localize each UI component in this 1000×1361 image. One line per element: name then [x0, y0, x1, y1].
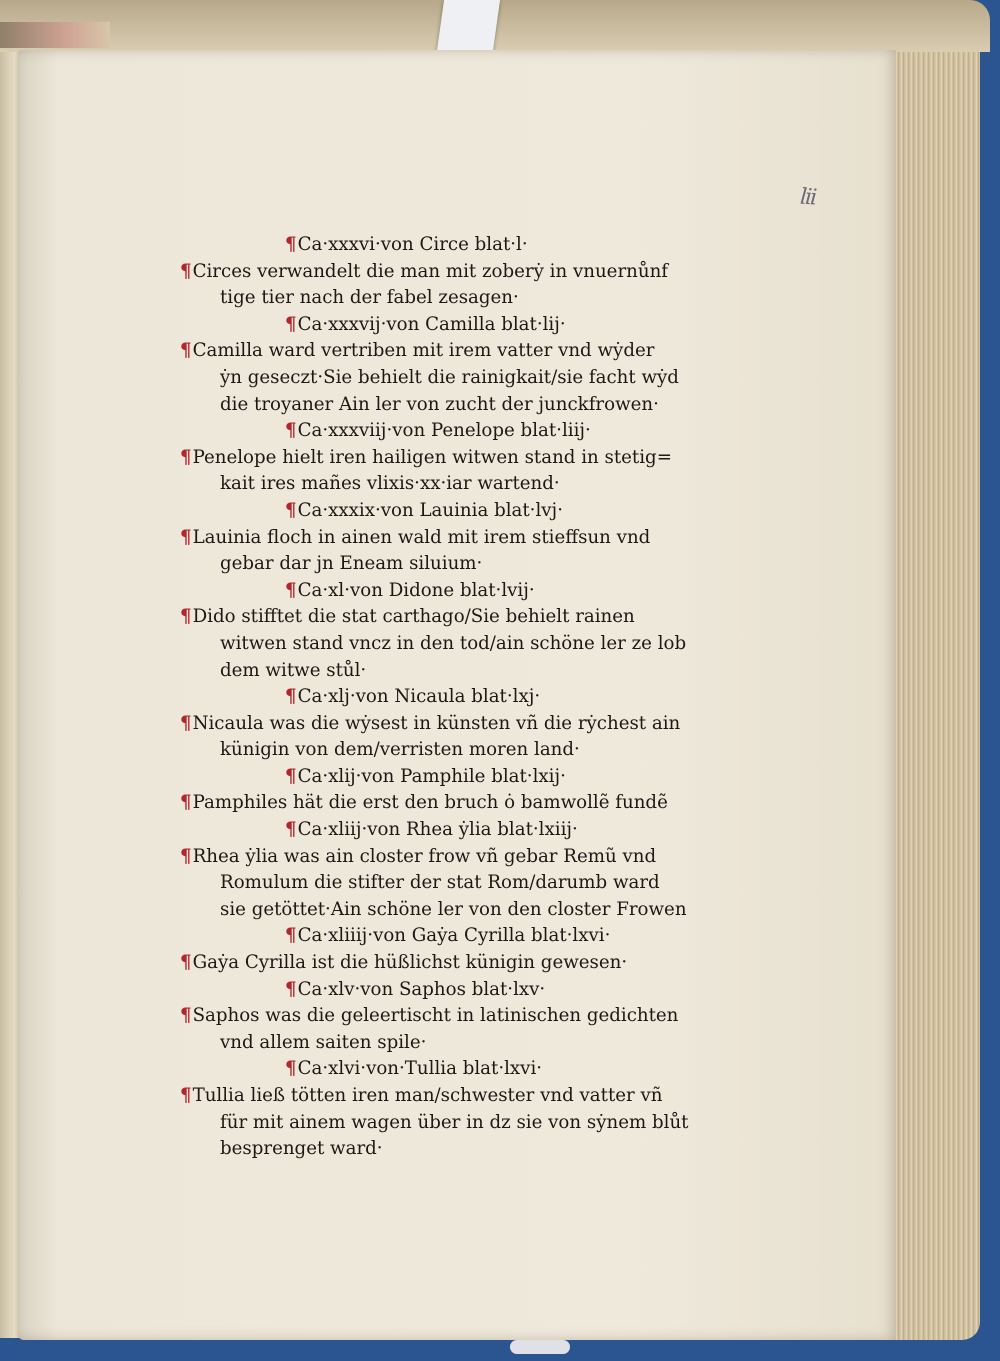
pilcrow-icon: ¶	[285, 420, 297, 442]
pilcrow-icon: ¶	[180, 712, 192, 734]
entry-line	[180, 445, 720, 472]
entry-line	[180, 1110, 720, 1137]
entry-line-text: gebar dar jn Eneam siluium·	[220, 553, 483, 575]
entry-line-text: kait ires mañes vlixis·xx·iar wartend·	[220, 473, 560, 495]
pilcrow-icon: ¶	[180, 1085, 192, 1106]
entry-line	[180, 1136, 720, 1163]
entry-line	[180, 338, 720, 365]
entry-line-text: künigin von dem/verristen moren land·	[220, 739, 580, 761]
entry-line	[180, 525, 720, 552]
pilcrow-icon: ¶	[285, 819, 297, 841]
chapter-heading-text: Ca·xlj·von Nicaula blat·lxj·	[297, 686, 541, 708]
pilcrow-icon: ¶	[285, 686, 297, 708]
pilcrow-icon: ¶	[285, 579, 297, 601]
entry-line	[180, 870, 720, 897]
pilcrow-icon: ¶	[180, 606, 192, 628]
chapter-heading-text: Ca·xlij·von Pamphile blat·lxij·	[297, 765, 566, 787]
chapter-heading	[180, 684, 720, 711]
entry-line-text: Tullia ließ tötten iren man/schwester vnd vatter vñ	[192, 1085, 663, 1106]
entry-line-text: Nicaula was die wẏsest in künsten vñ die rẏchest ain	[192, 712, 681, 734]
entry-line	[180, 658, 720, 685]
chapter-heading	[180, 764, 720, 791]
pilcrow-icon: ¶	[285, 499, 297, 521]
pilcrow-icon: ¶	[180, 526, 192, 548]
pilcrow-icon: ¶	[180, 792, 192, 814]
chapter-heading	[180, 977, 720, 1004]
chapter-heading-text: Ca·xlv·von Saphos blat·lxv·	[297, 978, 546, 1000]
chapter-heading-text: Ca·xxxvij·von Camilla blat·lij·	[297, 313, 566, 335]
chapter-heading	[180, 817, 720, 844]
entry-line-text: Romulum die stifter der stat Rom/darumb ward	[220, 872, 660, 894]
entry-line-text: Lauinia floch in ainen wald mit irem stieffsun vnd	[192, 526, 651, 548]
entry-line-text: witwen stand vncz in den tod/ain schöne ler ze lob	[220, 632, 687, 654]
entry-line-text: ẏn geseczt·Sie behielt die rainigkait/sie facht wẏd	[220, 366, 679, 388]
folio-number: lii	[799, 184, 816, 211]
spine-binding	[0, 22, 110, 48]
entry-line	[180, 1030, 720, 1057]
entry-line-text: besprenget ward·	[220, 1138, 383, 1160]
pilcrow-icon: ¶	[180, 446, 192, 468]
entry-line	[180, 551, 720, 578]
entry-line-text: vnd allem saiten spile·	[220, 1031, 427, 1053]
chapter-heading-text: Ca·xl·von Didone blat·lvij·	[297, 579, 535, 601]
pilcrow-icon: ¶	[285, 1058, 297, 1080]
pilcrow-icon: ¶	[285, 978, 297, 1000]
entry-line-text: Camilla ward vertriben mit irem vatter vnd wẏder	[192, 340, 655, 362]
chapter-heading	[180, 578, 720, 605]
entry-line-text: Dido stifftet die stat carthago/Sie behielt rainen	[192, 606, 635, 628]
entry-line	[180, 711, 720, 738]
chapter-heading-text: Ca·xxxvi·von Circe blat·l·	[297, 234, 528, 255]
chapter-heading-text: Ca·xliiij·von Gaẏa Cyrilla blat·lxvi·	[297, 925, 611, 947]
pilcrow-icon: ¶	[180, 952, 192, 974]
entry-line-text: für mit ainem wagen über in dz sie von sẏnem blůt	[220, 1111, 689, 1133]
entry-line	[180, 471, 720, 498]
pilcrow-icon: ¶	[180, 1005, 192, 1027]
entry-line-text: Pamphiles hät die erst den bruch ȯ bamwollẽ fundẽ	[192, 792, 668, 814]
pilcrow-icon: ¶	[285, 234, 297, 255]
pilcrow-icon: ¶	[285, 925, 297, 947]
pilcrow-icon: ¶	[285, 313, 297, 335]
chapter-heading	[180, 418, 720, 445]
entry-line-text: die troyaner Ain ler von zucht der junckfrowen·	[220, 393, 659, 415]
table-of-contents	[180, 232, 720, 1163]
pilcrow-icon: ¶	[285, 765, 297, 787]
pilcrow-icon: ¶	[180, 340, 192, 362]
entry-line	[180, 259, 720, 286]
page-clip	[510, 1340, 570, 1354]
chapter-heading	[180, 498, 720, 525]
entry-line	[180, 392, 720, 419]
chapter-heading	[180, 923, 720, 950]
entry-line	[180, 604, 720, 631]
chapter-heading-text: Ca·xlvi·von·Tullia blat·lxvi·	[297, 1058, 543, 1080]
entry-line	[180, 631, 720, 658]
entry-line-text: sie getöttet·Ain schöne ler von den closter Frowen	[220, 898, 687, 920]
entry-line-text: tige tier nach der fabel zesagen·	[220, 287, 519, 309]
chapter-heading	[180, 312, 720, 339]
chapter-heading-text: Ca·xliij·von Rhea ẏlia blat·lxiij·	[297, 819, 578, 841]
entry-line-text: Penelope hielt iren hailigen witwen stand in stetig=	[192, 446, 672, 468]
chapter-heading-text: Ca·xxxviij·von Penelope blat·liij·	[297, 420, 591, 442]
chapter-heading	[180, 232, 720, 259]
entry-line	[180, 285, 720, 312]
entry-line-text: Rhea ẏlia was ain closter frow vñ gebar Remũ vnd	[192, 845, 657, 867]
chapter-heading-text: Ca·xxxix·von Lauinia blat·lvj·	[297, 499, 563, 521]
entry-line	[180, 897, 720, 924]
pilcrow-icon: ¶	[180, 260, 192, 282]
pilcrow-icon: ¶	[180, 845, 192, 867]
entry-line-text: Circes verwandelt die man mit zoberẏ in vnuernůnf	[192, 260, 669, 282]
entry-line	[180, 844, 720, 871]
entry-line	[180, 950, 720, 977]
entry-line-text: Gaẏa Cyrilla ist die hüßlichst künigin gewesen·	[192, 952, 628, 974]
chapter-heading	[180, 1056, 720, 1083]
entry-line	[180, 365, 720, 392]
entry-line-text: Saphos was die geleertischt in latinischen gedichten	[192, 1005, 679, 1027]
entry-line	[180, 1003, 720, 1030]
entry-line-text: dem witwe stůl·	[220, 659, 367, 681]
entry-line	[180, 1083, 720, 1110]
entry-line	[180, 737, 720, 764]
entry-line	[180, 790, 720, 817]
